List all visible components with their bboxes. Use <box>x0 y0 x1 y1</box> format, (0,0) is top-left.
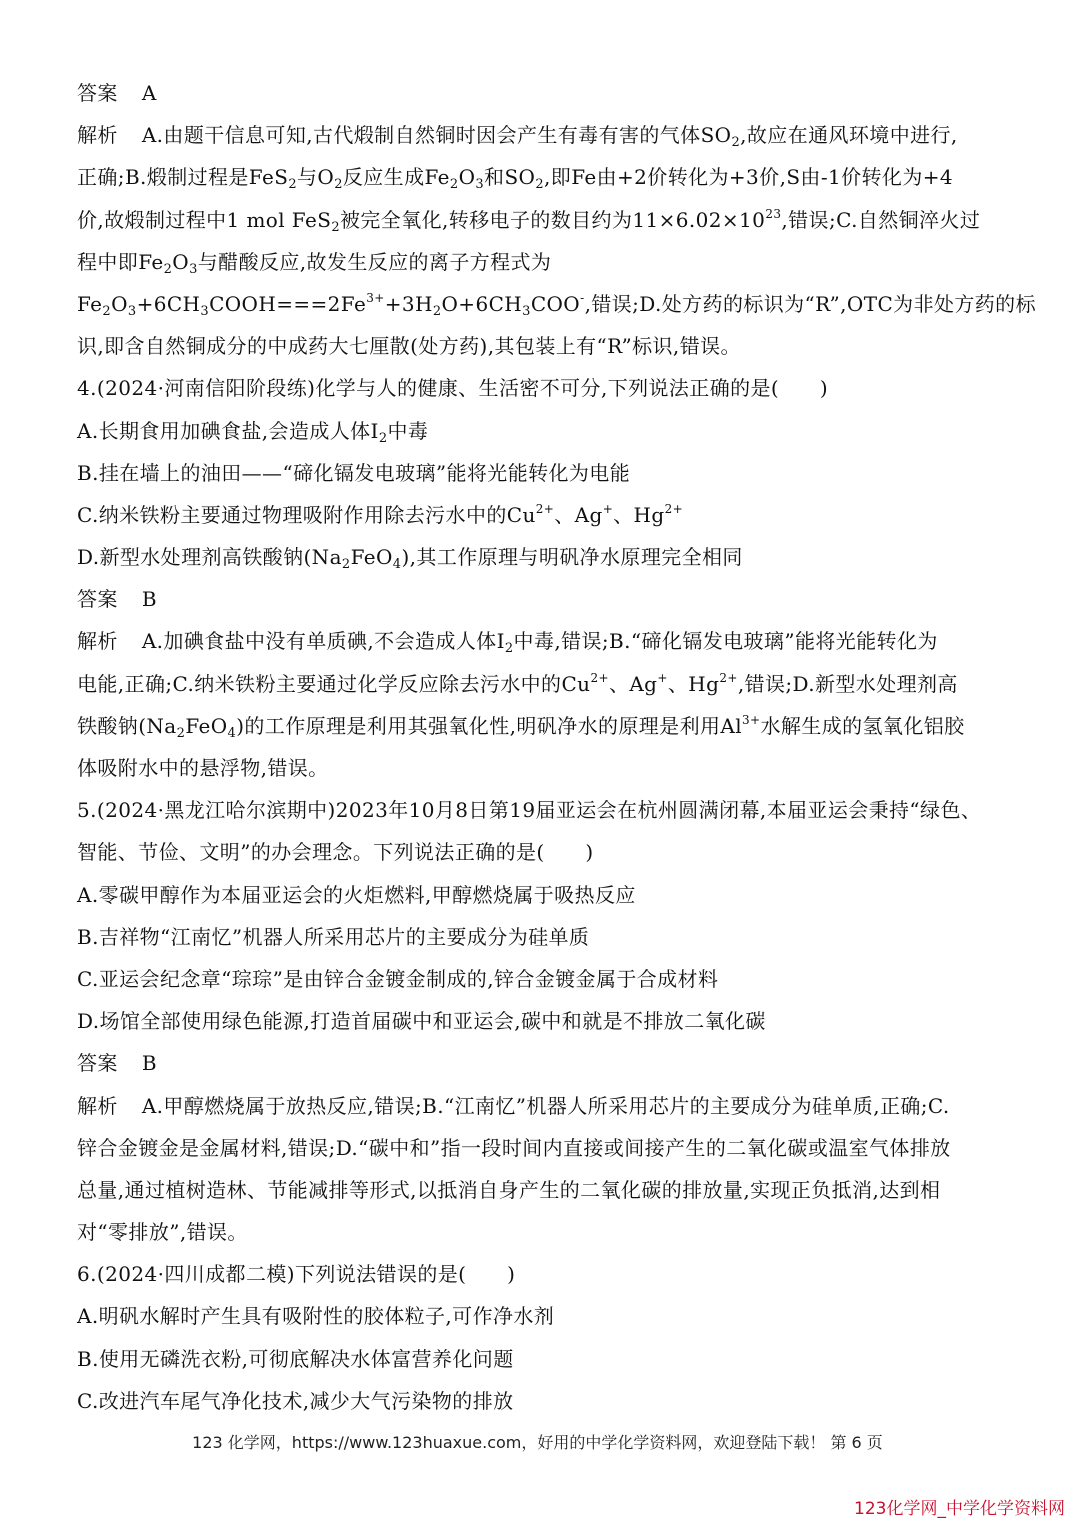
analysis-text: 识,即含自然铜成分的中成药大七厘散(处方药),其包装上有“R”标识,错误。 <box>77 334 741 359</box>
analysis-text: 体吸附水中的悬浮物,错误。 <box>77 756 329 780</box>
analysis-text: 电能,正确;C.纳米铁粉主要通过化学反应除去污水中的$Cu^{2+}$、Ag+、$Hg^{2+}$,错误;D.新型水处理剂高 <box>77 670 958 696</box>
option: C.纳米铁粉主要通过物理吸附作用除去污水中的$Cu^{2+}$、Ag+、$Hg^{2+}$ <box>77 501 684 527</box>
document-body <box>77 72 1036 1422</box>
analysis-text: A.由题干信息可知,古代煅制自然铜时因会产生有毒有害的气体$SO_2$,故应在通风环境中进行, <box>141 123 958 151</box>
option: A.明矾水解时产生具有吸附性的胶体粒子,可作净水剂 <box>77 1304 555 1329</box>
analysis-text: $Fe_2O_3+6CH_3COOH===2Fe^{3+}+3H_2O+6CH_3COO^-$,错误;D.处方药的标识为“R”,OTC为非处方药的标 <box>77 290 1036 319</box>
option: C.改进汽车尾气净化技术,减少大气污染物的排放 <box>77 1388 514 1413</box>
option: B.挂在墙上的油田——“碲化镉发电玻璃”能将光能转化为电能 <box>77 460 631 485</box>
option: A.长期食用加碘食盐,会造成人体$I_2$中毒 <box>77 418 429 446</box>
answer-value: B <box>141 1051 157 1076</box>
question-stem: 5.(2024·黑龙江哈尔滨期中)2023年10月8日第19届亚运会在杭州圆满闭幕,本届亚运会秉持“绿色、 <box>77 798 982 823</box>
answer-value: B <box>141 587 157 612</box>
q5-analysis-line <box>77 1085 1012 1127</box>
analysis-label: 解析 <box>77 629 118 654</box>
q4-answer-line <box>77 578 1012 620</box>
q3-analysis-line <box>77 114 1012 156</box>
analysis-text: 对“零排放”,错误。 <box>77 1220 248 1245</box>
question-stem: 4.(2024·河南信阳阶段练)化学与人的健康、生活密不可分,下列说法正确的是( ) <box>77 376 829 401</box>
analysis-text: 正确;B.煅制过程是FeS$_2$与$O_2$反应生成$Fe_2O_3$和$SO_2$,即Fe由+2价转化为+3价,S由-1价转化为+4 <box>77 165 953 193</box>
option: A.零碳甲醇作为本届亚运会的火炬燃料,甲醇燃烧属于吸热反应 <box>77 882 636 907</box>
q3-answer-line <box>77 72 1012 114</box>
option: C.亚运会纪念章“琮琮”是由锌合金镀金制成的,锌合金镀金属于合成材料 <box>77 966 719 991</box>
q5-answer-line <box>77 1042 1012 1084</box>
question-stem: 6.(2024·四川成都二模)下列说法错误的是( ) <box>77 1262 516 1287</box>
option: B.吉祥物“江南忆”机器人所采用芯片的主要成分为硅单质 <box>77 924 590 949</box>
option: D.新型水处理剂高铁酸钠$(Na_2FeO_4)$,其工作原理与明矾净水原理完全相同 <box>77 545 743 573</box>
analysis-text: 锌合金镀金是金属材料,错误;D.“碳中和”指一段时间内直接或间接产生的二氧化碳或温室气体排放 <box>77 1135 951 1160</box>
option: D.场馆全部使用绿色能源,打造首届碳中和亚运会,碳中和就是不排放二氧化碳 <box>77 1009 766 1034</box>
analysis-text: A.甲醇燃烧属于放热反应,错误;B.“江南忆”机器人所采用芯片的主要成分为硅单质,正确;C. <box>141 1093 950 1118</box>
page-footer: 123 化学网，https://www.123huaxue.com，好用的中学化学资料网，欢迎登陆下载！ 第 6 页 <box>192 1433 883 1452</box>
analysis-text: A.加碘食盐中没有单质碘,不会造成人体$I_2$中毒,错误;B.“碲化镉发电玻璃”能将光能转化为 <box>141 629 938 657</box>
answer-label: 答案 <box>77 81 118 105</box>
answer-label: 答案 <box>77 1051 118 1076</box>
site-watermark: 123化学网_中学化学资料网 <box>854 1499 1065 1519</box>
analysis-text: 程中即$Fe_2O_3$与醋酸反应,故发生反应的离子方程式为 <box>77 249 552 277</box>
answer-value: A <box>141 81 157 105</box>
question-stem: 智能、节俭、文明”的办会理念。下列说法正确的是( ) <box>77 840 594 865</box>
answer-label: 答案 <box>77 587 118 612</box>
analysis-label: 解析 <box>77 1093 118 1118</box>
analysis-text: 价,故煅制过程中1 mol FeS$_2$被完全氧化,转移电子的数目约为$11\times 6.02\times 10^{23}$,错误;C.自然铜淬火过 <box>77 206 981 235</box>
q4-analysis-line <box>77 620 1012 662</box>
analysis-label: 解析 <box>77 123 118 148</box>
analysis-text: 铁酸钠$(Na_2FeO_4)$的工作原理是利用其强氧化性,明矾净水的原理是利用$Al^{3+}$水解生成的氢氧化铝胶 <box>77 712 965 741</box>
analysis-text: 总量,通过植树造林、节能减排等形式,以抵消自身产生的二氧化碳的排放量,实现正负抵消,达到相 <box>77 1177 941 1202</box>
option: B.使用无磷洗衣粉,可彻底解决水体富营养化问题 <box>77 1346 514 1371</box>
